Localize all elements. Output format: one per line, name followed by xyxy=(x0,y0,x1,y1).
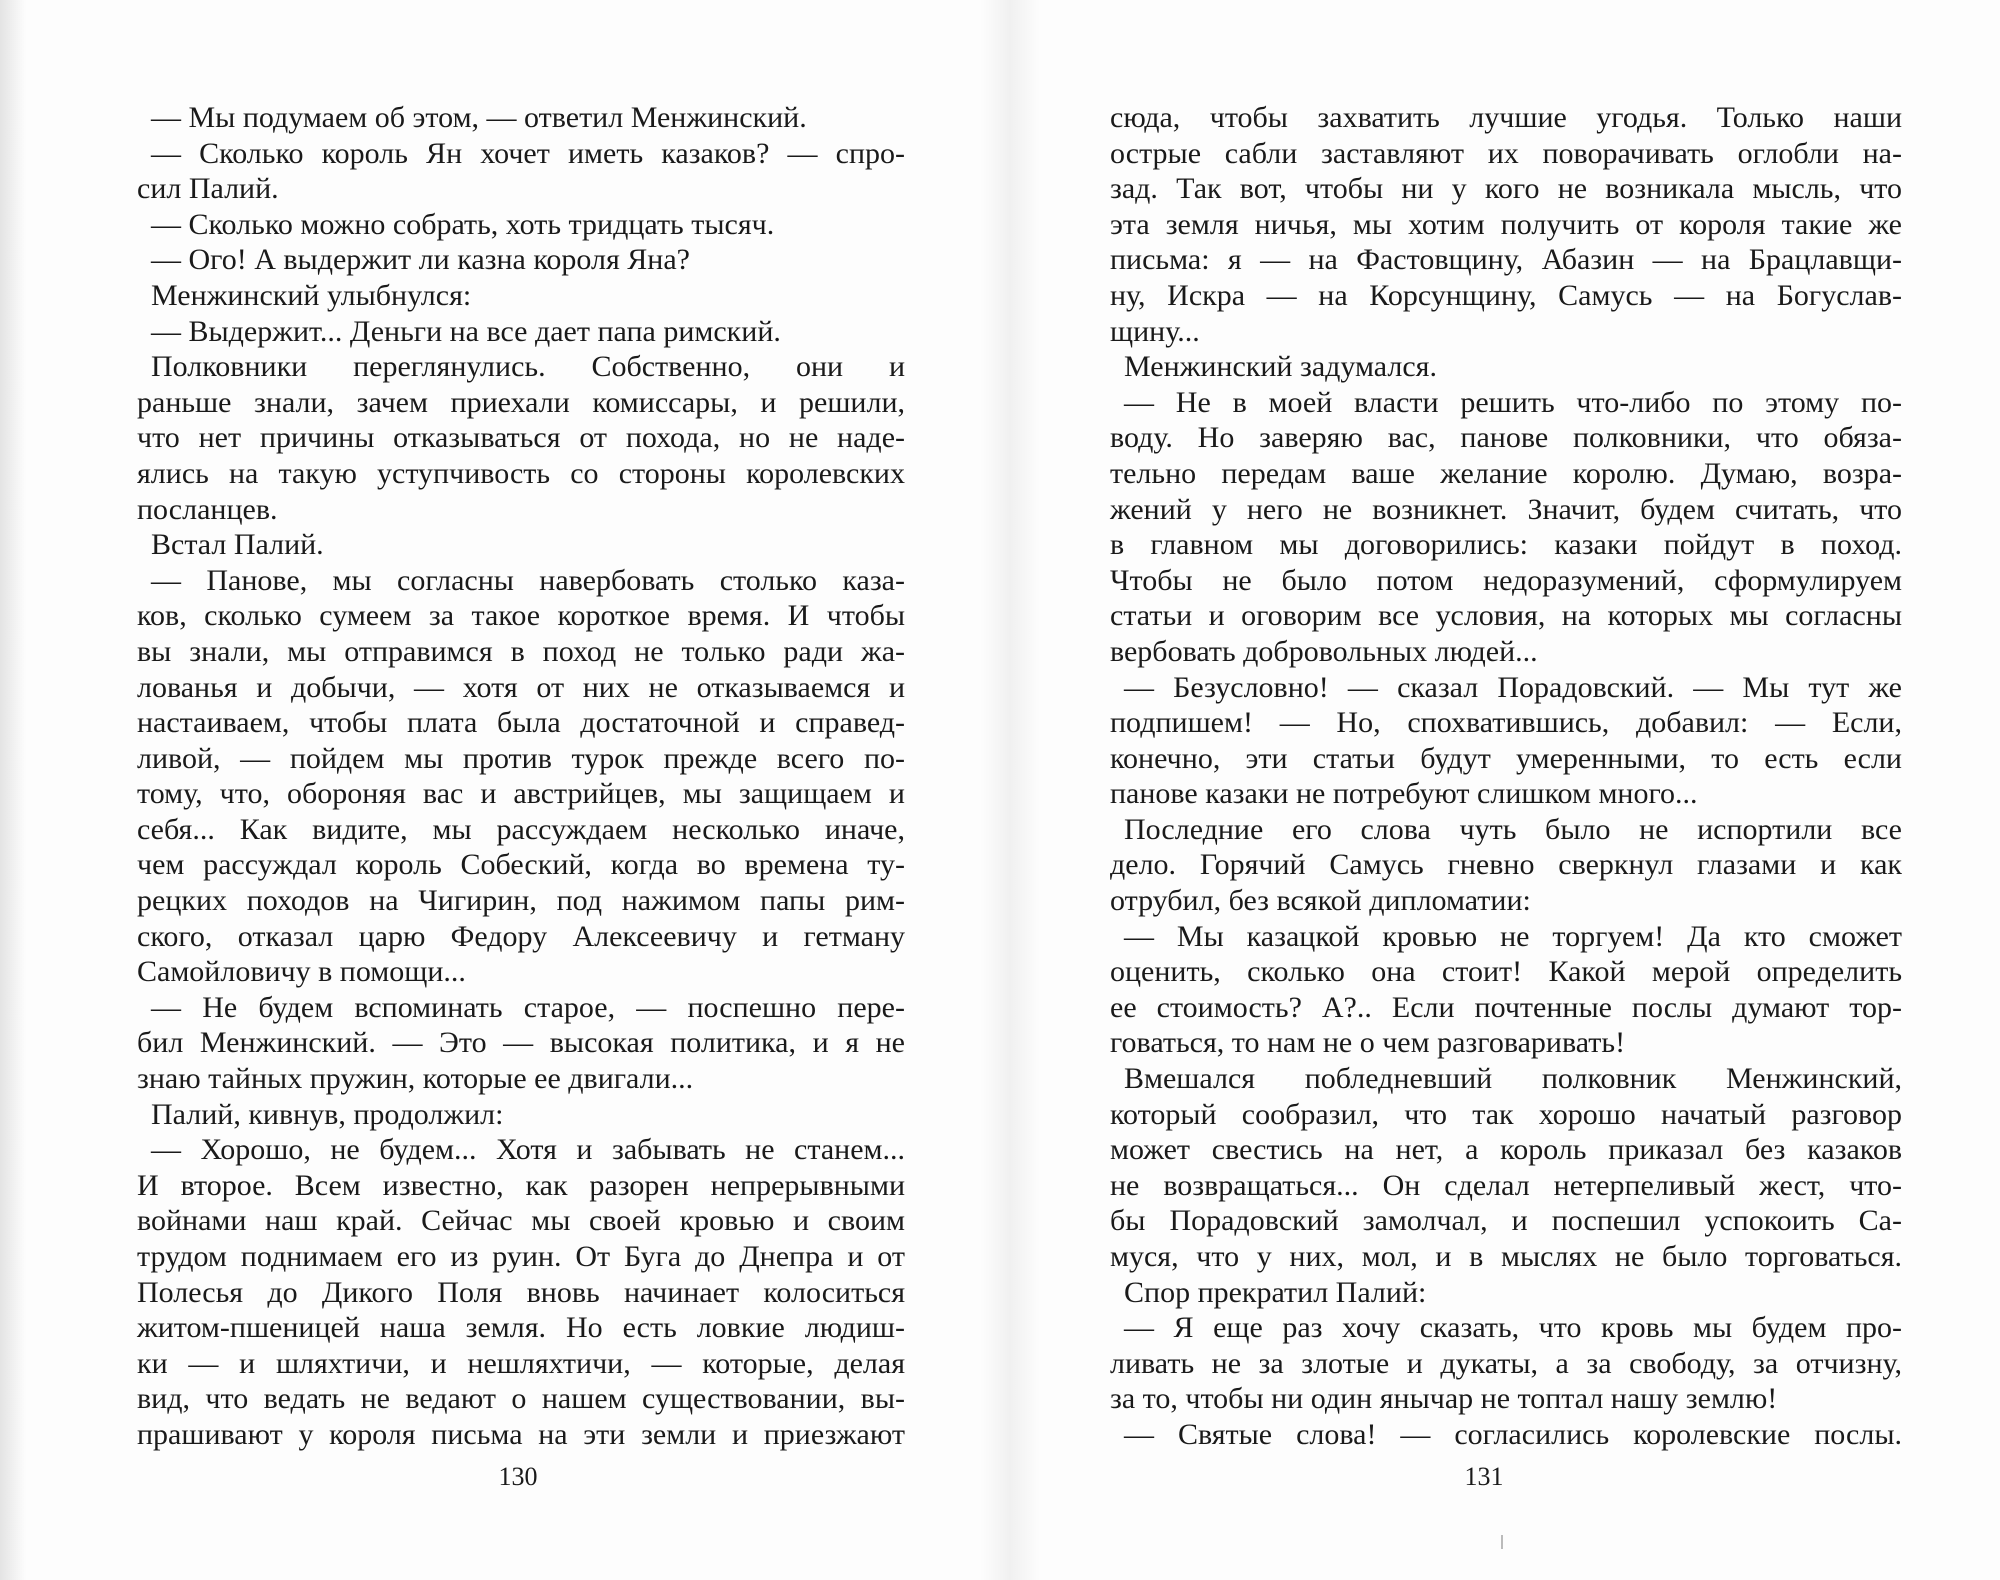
text-line: — Безусловно! — сказал Порадовский. — Мы тут же xyxy=(1124,670,1902,704)
text-line: И второе. Всем известно, как разорен непрерывными xyxy=(137,1168,905,1202)
text-line: щину... xyxy=(1110,314,1200,348)
text-line: вербовать добровольных людей... xyxy=(1110,634,1538,668)
text-line: жений у него не возникнет. Значит, будем считать, что xyxy=(1110,492,1902,526)
text-line: говаться, то нам не о чем разговаривать! xyxy=(1110,1026,1626,1060)
text-line: чем рассуждал король Собеский, когда во времена ту- xyxy=(137,848,905,882)
text-line: — Ого! А выдержит ли казна короля Яна? xyxy=(151,243,690,277)
text-line: — Мы казацкой кровью не торгуем! Да кто сможет xyxy=(1124,919,1902,953)
text-line: — Хорошо, не будем... Хотя и забывать не станем... xyxy=(151,1133,905,1167)
text-line: лованья и добычи, — хотя от них не отказываемся и xyxy=(137,670,905,704)
text-line: тельно передам ваше желание королю. Думаю, возра- xyxy=(1110,456,1902,490)
text-line: сил Палий. xyxy=(137,172,279,206)
left-page-number: 130 xyxy=(498,1462,538,1491)
text-line: настаиваем, чтобы плата была достаточной и справед- xyxy=(137,706,905,740)
text-line: Вмешался побледневший полковник Менжинский, xyxy=(1124,1062,1902,1096)
text-line: муся, что у них, мол, и в мыслях не было торговаться. xyxy=(1110,1240,1902,1273)
text-line: острые сабли заставляют их поворачивать оглобли на- xyxy=(1110,136,1902,170)
text-line: — Выдержит... Деньги на все дает папа римский. xyxy=(151,314,781,348)
text-line: бы Порадовский замолчал, и поспешил успокоить Са- xyxy=(1110,1204,1902,1238)
text-line: тому, что, обороняя вас и австрийцев, мы защищаем и xyxy=(137,777,905,811)
text-line: вы знали, мы отправимся в поход не только ради жа- xyxy=(137,634,905,668)
text-line: оценить, сколько она стоит! Какой мерой определить xyxy=(1110,955,1902,989)
text-line: ливать не за злотые и дукаты, а за свободу, за отчизну, xyxy=(1110,1346,1902,1380)
text-line: житом-пшеницей наша земля. Но есть ловкие людиш- xyxy=(137,1311,905,1345)
text-line: сюда, чтобы захватить лучшие угодья. Только наши xyxy=(1110,101,1902,134)
text-line: Менжинский задумался. xyxy=(1124,350,1437,384)
text-line: не возвращаться... Он сделал нетерпеливый жест, что- xyxy=(1110,1168,1902,1202)
text-line: — Сколько можно собрать, хоть тридцать тысяч. xyxy=(151,207,775,241)
text-line: панове казаки не потребуют слишком много... xyxy=(1110,777,1698,811)
text-line: конечно, эти статьи будут умеренными, то есть если xyxy=(1110,741,1902,775)
text-line: бил Менжинский. — Это — высокая политика, и я не xyxy=(137,1026,905,1060)
text-line: дело. Горячий Самусь гневно сверкнул глазами и как xyxy=(1110,848,1902,882)
text-line: в главном мы договорились: казаки пойдут в поход. xyxy=(1110,528,1902,562)
text-line: — Святые слова! — согласились королевские послы. xyxy=(1124,1417,1902,1451)
text-line: подпишем! — Но, спохватившись, добавил: — Если, xyxy=(1110,706,1902,740)
text-line: ского, отказал царю Федору Алексеевичу и гетману xyxy=(137,919,905,953)
text-line: знаю тайных пружин, которые ее двигали... xyxy=(137,1062,694,1096)
text-line: Палий, кивнув, продолжил: xyxy=(151,1097,504,1131)
text-line: Самойловичу в помощи... xyxy=(137,955,466,989)
text-line: воду. Но заверяю вас, панове полковники, что обяза- xyxy=(1110,421,1902,455)
text-line: ее стоимость? А?.. Если почтенные послы думают тор- xyxy=(1110,990,1902,1024)
right-page-number: 131 xyxy=(1464,1462,1504,1491)
text-line: Полковники переглянулись. Собственно, они и xyxy=(151,350,905,384)
text-line: за то, чтобы ни один янычар не топтал нашу землю! xyxy=(1110,1382,1778,1416)
text-line: вид, что ведать не ведают о нашем существовании, вы- xyxy=(137,1382,905,1416)
text-line: трудом поднимаем его из руин. От Буга до Днепра и от xyxy=(137,1240,905,1273)
text-line: зад. Так вот, чтобы ни у кого не возникала мысль, что xyxy=(1110,172,1902,206)
text-line: может свестись на нет, а король приказал без казаков xyxy=(1110,1133,1902,1167)
text-line: раньше знали, зачем приехали комиссары, и решили, xyxy=(137,385,905,419)
text-line: ков, сколько сумеем за такое короткое время. И чтобы xyxy=(137,599,905,633)
text-line: что нет причины отказываться от похода, но не наде- xyxy=(137,421,905,455)
text-line: ну, Искра — на Корсунщину, Самусь — на Богуслав- xyxy=(1110,278,1902,312)
text-line: рецких походов на Чигирин, под нажимом папы рим- xyxy=(137,884,905,918)
text-line: Полесья до Дикого Поля вновь начинает колоситься xyxy=(137,1275,905,1309)
text-line: войнами наш край. Сейчас мы своей кровью и своим xyxy=(137,1204,905,1238)
text-line: Менжинский улыбнулся: xyxy=(151,278,472,312)
text-line: — Я еще раз хочу сказать, что кровь мы будем про- xyxy=(1124,1311,1902,1345)
text-line: — Панове, мы согласны навербовать столько каза- xyxy=(151,563,905,597)
text-line: — Мы подумаем об этом, — ответил Менжинский. xyxy=(151,101,807,134)
text-line: Чтобы не было потом недоразумений, сформулируем xyxy=(1110,563,1902,597)
book-gutter xyxy=(980,0,1040,1580)
text-line: — Не в моей власти решить что-либо по этому по- xyxy=(1124,385,1902,419)
text-line: ливой, — пойдем мы против турок прежде всего по- xyxy=(137,741,905,775)
crop-mark xyxy=(1501,1535,1503,1549)
text-line: ялись на такую уступчивость со стороны королевских xyxy=(137,456,905,490)
right-page-text xyxy=(1110,100,1902,1453)
page-edge-shadow xyxy=(0,0,26,1580)
text-line: посланцев. xyxy=(137,492,278,526)
text-line: эта земля ничья, мы хотим получить от короля такие же xyxy=(1110,207,1902,241)
text-line: прашивают у короля письма на эти земли и приезжают xyxy=(137,1417,905,1451)
text-line: отрубил, без всякой дипломатии: xyxy=(1110,884,1531,918)
text-line: письма: я — на Фастовщину, Абазин — на Брацлавщи- xyxy=(1110,243,1902,277)
text-line: который сообразил, что так хорошо начатый разговор xyxy=(1110,1097,1902,1131)
text-line: Последние его слова чуть было не испортили все xyxy=(1124,812,1902,846)
text-line: Встал Палий. xyxy=(151,528,324,562)
text-line: статьи и оговорим все условия, на которых мы согласны xyxy=(1110,599,1902,633)
left-page-text xyxy=(137,100,905,1453)
text-line: — Не будем вспоминать старое, — поспешно пере- xyxy=(151,990,905,1024)
text-line: себя... Как видите, мы рассуждаем несколько иначе, xyxy=(137,812,905,846)
text-line: Спор прекратил Палий: xyxy=(1124,1275,1427,1309)
text-line: — Сколько король Ян хочет иметь казаков? — спро- xyxy=(151,136,905,170)
text-line: ки — и шляхтичи, и нешляхтичи, — которые, делая xyxy=(137,1346,905,1380)
